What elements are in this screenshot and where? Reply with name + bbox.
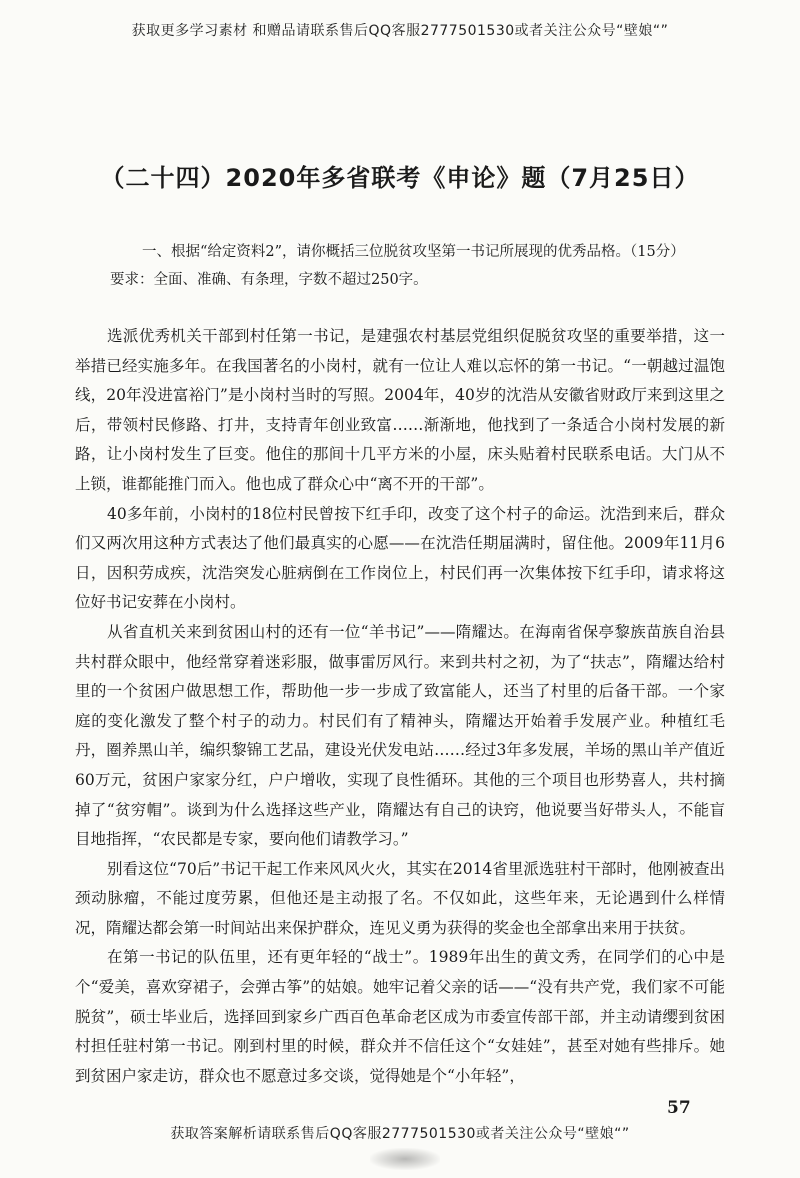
question-block	[110, 238, 730, 294]
question-prompt: 一、根据“给定资料2”，请你概括三位脱贫攻坚第一书记所展现的优秀品格。（15分）	[142, 244, 685, 260]
page-footer-promo: 获取答案解析请联系售后QQ客服2777501530或者关注公众号“壁娘“”	[170, 1126, 630, 1142]
paragraph: 40多年前，小岗村的18位村民曾按下红手印，改变了这个村子的命运。沈浩到来后，群众们又两次用这种方式表达了他们最真实的心愿——在沈浩任期届满时，留住他。2009年11月6日，因积劳成疾，沈浩突发心脏病倒在工作岗位上，村民们再一次集体按下红手印，请求将这位好书记安葬在小岗村。	[75, 504, 725, 612]
page-header-promo: 获取更多学习素材 和赠品请联系售后QQ客服2777501530或者关注公众号“壁娘“”	[131, 23, 669, 39]
page-number: 57	[667, 1098, 691, 1118]
paragraph: 在第一书记的队伍里，还有更年轻的“战士”。1989年出生的黄文秀，在同学们的心中是个“爱美，喜欢穿裙子，会弹古筝”的姑娘。她牢记着父亲的话——“没有共产党，我们家不可能脱贫”，硕士毕业后，选择回到家乡广西百色革命老区成为市委宣传部干部，并主动请缨到贫困村担任驻村第一书记。刚到村里的时候，群众并不信任这个“女娃娃”，甚至对她有些排斥。她到贫困户家走访，群众也不愿意过多交谈，觉得她是个“小年轻”，	[75, 948, 725, 1085]
material-text	[75, 322, 725, 1091]
paragraph: 从省直机关来到贫困山村的还有一位“羊书记”——隋耀达。在海南省保亭黎族苗族自治县共村群众眼中，他经常穿着迷彩服，做事雷厉风行。来到共村之初，为了“扶志”，隋耀达给村里的一个贫困户做思想工作，帮助他一步一步成了致富能人，还当了村里的后备干部。一个家庭的变化激发了整个村子的动力。村民们有了精神头，隋耀达开始着手发展产业。种植红毛丹，圈养黑山羊，编织黎锦工艺品，建设光伏发电站……经过3年多发展，羊场的黑山羊产值近60万元，贫困户家家分红，户户增收，实现了良性循环。其他的三个项目也形势喜人，共村摘掉了“贫穷帽”。谈到为什么选择这些产业，隋耀达有自己的诀窍，他说要当好带头人，不能盲目地指挥，“农民都是专家，要向他们请教学习。”	[75, 622, 725, 849]
paragraph: 选派优秀机关干部到村任第一书记，是建强农村基层党组织促脱贫攻坚的重要举措，这一举措已经实施多年。在我国著名的小岗村，就有一位让人难以忘怀的第一书记。“一朝越过温饱线，20年没进富裕门”是小岗村当时的写照。2004年，40岁的沈浩从安徽省财政厅来到这里之后，带领村民修路、打井，支持青年创业致富……渐渐地，他找到了一条适合小岗村发展的新路，让小岗村发生了巨变。他住的那间十几平方米的小屋，床头贴着村民联系电话。大门从不上锁，谁都能推门而入。他也成了群众心中“离不开的干部”。	[75, 327, 725, 493]
page-title: （二十四）2020年多省联考《申论》题（7月25日）	[100, 164, 700, 192]
paragraph: 别看这位“70后”书记干起工作来风风火火，其实在2014省里派选驻村干部时，他刚被查出颈动脉瘤，不能过度劳累，但他还是主动报了名。不仅如此，这些年来，无论遇到什么样情况，隋耀达都会第一时间站出来保护群众，连见义勇为获得的奖金也全部拿出来用于扶贫。	[75, 859, 725, 937]
question-requirements: 要求：全面、准确、有条理，字数不超过250字。	[110, 272, 428, 288]
scan-smudge	[370, 1148, 440, 1170]
